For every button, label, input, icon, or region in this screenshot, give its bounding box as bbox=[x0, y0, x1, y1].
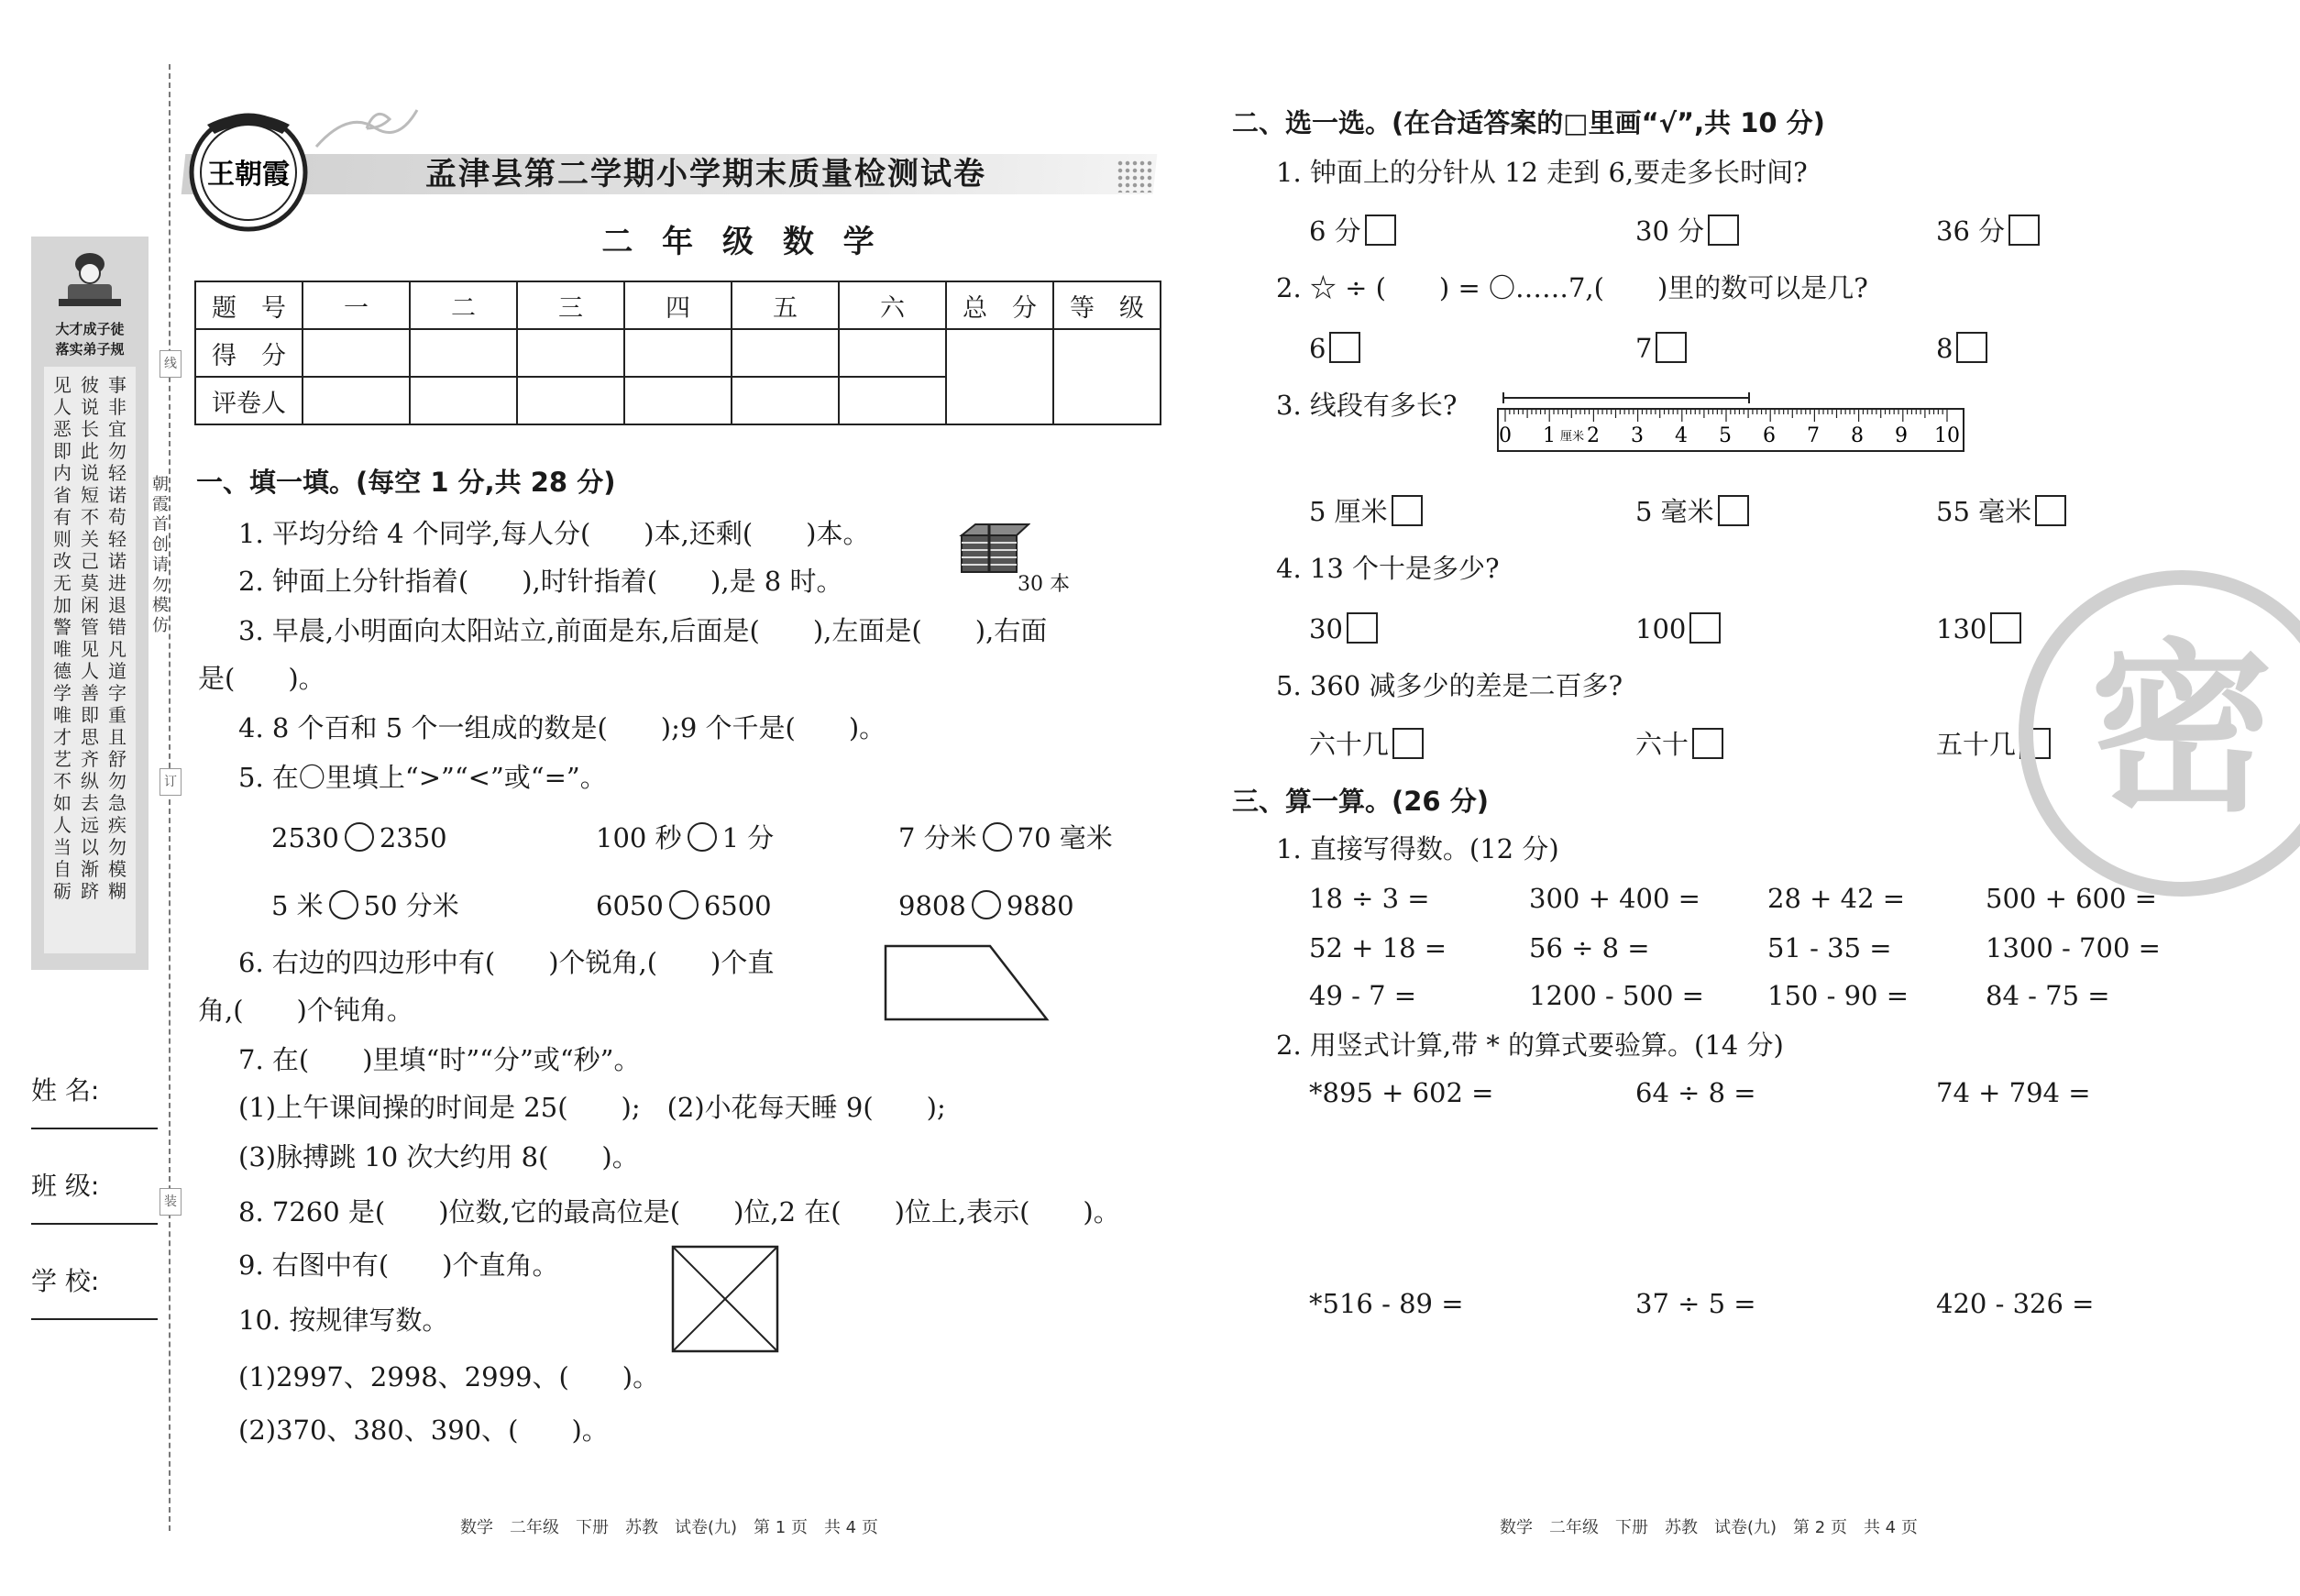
copyright-note: 朝霞首创请勿模仿 bbox=[152, 475, 169, 635]
choice-option[interactable]: 7 bbox=[1635, 332, 1687, 365]
mental-math-item: 52 + 18 = bbox=[1309, 932, 1447, 963]
section2-title: 二、选一选。(在合适答案的□里画“√”,共 10 分) bbox=[1232, 107, 1825, 138]
compare-circle[interactable] bbox=[329, 890, 358, 919]
confidential-stamp-text: 密 bbox=[2089, 623, 2274, 837]
choice-question-1: 1. 钟面上的分针从 12 走到 6,要走多长时间? bbox=[1276, 157, 1808, 188]
ruler-label: 9 bbox=[1895, 424, 1908, 447]
section1-title: 一、填一填。(每空 1 分,共 28 分) bbox=[196, 467, 616, 498]
choice-option[interactable]: 六十几 bbox=[1309, 728, 1424, 761]
checkbox[interactable] bbox=[1365, 215, 1396, 246]
exam-subtitle: 二 年 级 数 学 bbox=[601, 224, 884, 260]
compare-circle[interactable] bbox=[345, 822, 374, 852]
ruler-label: 4 bbox=[1675, 424, 1688, 447]
checkbox[interactable] bbox=[1708, 215, 1739, 246]
score-cell[interactable] bbox=[410, 329, 517, 377]
score-header: 一 bbox=[303, 281, 410, 329]
score-header: 等 级 bbox=[1053, 281, 1161, 329]
motto-column-3: 事非宜勿轻诺苟轻诺进退错凡道字重且舒勿急疾勿模糊 bbox=[108, 374, 127, 902]
choice-question-4: 4. 13 个十是多少? bbox=[1276, 553, 1500, 584]
section3-part1-label: 1. 直接写得数。(12 分) bbox=[1276, 833, 1559, 864]
school-field[interactable] bbox=[31, 1261, 169, 1298]
ruler-label: 3 bbox=[1631, 424, 1644, 447]
score-row-label: 得 分 bbox=[195, 329, 303, 377]
choice-option[interactable]: 6 bbox=[1309, 332, 1360, 365]
ruler-label: 5 bbox=[1719, 424, 1732, 447]
compare-item: 2530 2350 bbox=[271, 822, 447, 853]
school-label: 学 校: bbox=[31, 1266, 100, 1296]
ruler-label: 0 bbox=[1499, 424, 1512, 447]
class-field[interactable] bbox=[31, 1166, 169, 1203]
choice-option[interactable]: 5 厘米 bbox=[1309, 495, 1423, 528]
section3-part2-label: 2. 用竖式计算,带 * 的算式要验算。(14 分) bbox=[1276, 1029, 1784, 1061]
page-footer-right: 数学 二年级 下册 苏教 试卷(九) 第 2 页 共 4 页 bbox=[1500, 1518, 1918, 1537]
mental-math-item: 28 + 42 = bbox=[1767, 883, 1906, 914]
ribbon-decoration bbox=[312, 101, 422, 156]
binding-mark-line: 线 bbox=[160, 350, 182, 378]
name-label: 姓 名: bbox=[31, 1075, 100, 1106]
question-1-10-part1: (1)2997、2998、2999、( )。 bbox=[238, 1361, 660, 1392]
grader-cell[interactable] bbox=[517, 377, 624, 424]
question-1-6: 6. 右边的四边形中有( )个锐角,( )个直 bbox=[238, 947, 775, 978]
checkbox[interactable] bbox=[1392, 495, 1423, 526]
checkbox[interactable] bbox=[1692, 728, 1723, 759]
motto-column-1: 见人恶即内省有则改无加警唯德学唯才艺不如人当自砺 bbox=[53, 374, 72, 902]
choice-question-2: 2. ☆ ÷ ( ) = 〇……7,( )里的数可以是几? bbox=[1276, 272, 1868, 303]
binding-mark-order: 订 bbox=[160, 768, 182, 796]
question-1-7-part3: (3)脉搏跳 10 次大约用 8( )。 bbox=[238, 1141, 639, 1172]
question-1-4: 4. 8 个百和 5 个一组成的数是( );9 个千是( )。 bbox=[238, 712, 886, 743]
motto-heading-2: 落实弟子规 bbox=[55, 341, 125, 358]
question-1-8: 8. 7260 是( )位数,它的最高位是( )位,2 在( )位上,表示( )。 bbox=[238, 1196, 1120, 1227]
class-label: 班 级: bbox=[31, 1171, 100, 1201]
choice-option[interactable]: 36 分 bbox=[1936, 215, 2040, 248]
choice-question-3: 3. 线段有多长? bbox=[1276, 390, 1458, 421]
question-1-3: 3. 早晨,小明面向太阳站立,前面是东,后面是( ),左面是( ),右面 bbox=[238, 615, 1048, 646]
question-1-3-cont: 是( )。 bbox=[198, 663, 325, 694]
ruler-label: 6 bbox=[1763, 424, 1776, 447]
grader-cell[interactable] bbox=[410, 377, 517, 424]
question-1-10-part2: (2)370、380、390、( )。 bbox=[238, 1414, 609, 1446]
vertical-calc-item: 420 - 326 = bbox=[1936, 1288, 2095, 1319]
vertical-calc-item: 37 ÷ 5 = bbox=[1635, 1288, 1756, 1319]
confidential-stamp bbox=[2017, 568, 2300, 898]
score-cell[interactable] bbox=[624, 329, 732, 377]
mental-math-item: 500 + 600 = bbox=[1986, 883, 2157, 914]
ruler-label: 8 bbox=[1851, 424, 1864, 447]
score-table bbox=[194, 281, 1161, 425]
ruler-label: 1 bbox=[1543, 424, 1556, 447]
scholar-illustration bbox=[51, 248, 128, 312]
mental-math-item: 1200 - 500 = bbox=[1529, 980, 1704, 1011]
choice-option[interactable]: 6 分 bbox=[1309, 215, 1396, 248]
choice-option[interactable]: 30 分 bbox=[1635, 215, 1739, 248]
compare-item: 9808 9880 bbox=[898, 890, 1074, 921]
choice-option[interactable]: 100 bbox=[1635, 612, 1721, 645]
score-header: 二 bbox=[410, 281, 517, 329]
motto-column-2: 彼说长此说短不关己莫闲管见人善即思齐纵去远以渐跻 bbox=[81, 374, 99, 902]
total-score-cell[interactable] bbox=[946, 329, 1053, 424]
score-cell[interactable] bbox=[732, 329, 839, 377]
question-1-5: 5. 在〇里填上“>”“<”或“=”。 bbox=[238, 762, 607, 793]
book-stack-label: 30 本 bbox=[1018, 573, 1070, 596]
choice-option[interactable]: 30 bbox=[1309, 612, 1378, 645]
motto-panel bbox=[31, 237, 149, 970]
choice-option[interactable]: 五十几 bbox=[1936, 728, 2051, 761]
compare-item: 6050 6500 bbox=[596, 890, 772, 921]
score-cell[interactable] bbox=[839, 329, 946, 377]
compare-circle[interactable] bbox=[983, 822, 1012, 852]
compare-item: 7 分米 70 毫米 bbox=[898, 822, 1113, 853]
question-1-1: 1. 平均分给 4 个同学,每人分( )本,还剩( )本。 bbox=[238, 518, 870, 549]
checkbox[interactable] bbox=[1329, 332, 1360, 363]
question-1-2: 2. 钟面上分针指着( ),时针指着( ),是 8 时。 bbox=[238, 566, 843, 597]
checkbox[interactable] bbox=[1656, 332, 1687, 363]
vertical-calc-item: *895 + 602 = bbox=[1309, 1077, 1494, 1108]
ruler-figure bbox=[1496, 389, 1965, 455]
score-header: 五 bbox=[732, 281, 839, 329]
grader-cell[interactable] bbox=[839, 377, 946, 424]
score-header: 三 bbox=[517, 281, 624, 329]
checkbox[interactable] bbox=[1347, 612, 1378, 644]
checkbox[interactable] bbox=[2008, 215, 2040, 246]
binding-line bbox=[169, 64, 171, 1531]
checkbox[interactable] bbox=[1956, 332, 1987, 363]
choice-option[interactable]: 5 毫米 bbox=[1635, 495, 1749, 528]
compare-item: 100 秒 1 分 bbox=[596, 822, 775, 853]
compare-circle[interactable] bbox=[669, 890, 699, 919]
grade-cell[interactable] bbox=[1053, 329, 1161, 424]
score-header: 六 bbox=[839, 281, 946, 329]
score-header: 题 号 bbox=[195, 281, 303, 329]
compare-circle[interactable] bbox=[688, 822, 717, 852]
score-cell[interactable] bbox=[517, 329, 624, 377]
ruler-unit-label: 厘米 bbox=[1559, 430, 1585, 444]
mental-math-item: 18 ÷ 3 = bbox=[1309, 883, 1430, 914]
ruler-label: 2 bbox=[1587, 424, 1600, 447]
vertical-calc-item: *516 - 89 = bbox=[1309, 1288, 1464, 1319]
mental-math-item: 150 - 90 = bbox=[1767, 980, 1909, 1011]
checkbox[interactable] bbox=[1718, 495, 1749, 526]
mental-math-item: 56 ÷ 8 = bbox=[1529, 932, 1650, 963]
choice-option[interactable]: 55 毫米 bbox=[1936, 495, 2066, 528]
score-row-label: 评卷人 bbox=[195, 377, 303, 424]
page-footer-left: 数学 二年级 下册 苏教 试卷(九) 第 1 页 共 4 页 bbox=[460, 1518, 878, 1537]
square-diagonals-figure bbox=[669, 1243, 783, 1357]
question-1-7-parts: (1)上午课间操的时间是 25( ); (2)小花每天睡 9( ); bbox=[238, 1092, 946, 1123]
score-header: 总 分 bbox=[946, 281, 1053, 329]
choice-option[interactable]: 六十 bbox=[1635, 728, 1723, 761]
question-1-6-cont: 角,( )个钝角。 bbox=[198, 995, 413, 1026]
grader-cell[interactable] bbox=[303, 377, 410, 424]
motto-heading-1: 大才成子徒 bbox=[55, 321, 125, 337]
vertical-calc-item: 64 ÷ 8 = bbox=[1635, 1077, 1756, 1108]
vertical-calc-item: 74 + 794 = bbox=[1936, 1077, 2091, 1108]
section3-title: 三、算一算。(26 分) bbox=[1232, 786, 1489, 817]
binding-mark-bind: 装 bbox=[160, 1188, 182, 1216]
choice-question-5: 5. 360 减多少的差是二百多? bbox=[1276, 670, 1623, 701]
choice-option[interactable]: 130 bbox=[1936, 612, 2021, 645]
score-cell[interactable] bbox=[303, 329, 410, 377]
mental-math-item: 84 - 75 = bbox=[1986, 980, 2110, 1011]
mental-math-item: 1300 - 700 = bbox=[1986, 932, 2161, 963]
grader-cell[interactable] bbox=[732, 377, 839, 424]
ruler-label: 10 bbox=[1934, 424, 1960, 447]
mental-math-item: 49 - 7 = bbox=[1309, 980, 1417, 1011]
banner-dots bbox=[1117, 160, 1153, 193]
checkbox[interactable] bbox=[1392, 728, 1424, 759]
grader-cell[interactable] bbox=[624, 377, 732, 424]
compare-item: 5 米 50 分米 bbox=[271, 890, 459, 921]
question-1-9: 9. 右图中有( )个直角。 bbox=[238, 1249, 559, 1281]
question-1-10: 10. 按规律写数。 bbox=[238, 1304, 449, 1336]
mental-math-item: 300 + 400 = bbox=[1529, 883, 1700, 914]
checkbox[interactable] bbox=[1689, 612, 1721, 644]
ruler-label: 7 bbox=[1807, 424, 1820, 447]
compare-circle[interactable] bbox=[972, 890, 1001, 919]
question-1-7: 7. 在( )里填“时”“分”或“秒”。 bbox=[238, 1044, 641, 1075]
name-field[interactable] bbox=[31, 1071, 169, 1107]
choice-option[interactable]: 8 bbox=[1936, 332, 1987, 365]
trapezoid-figure bbox=[880, 942, 1054, 1025]
exam-title: 孟津县第二学期小学期末质量检测试卷 bbox=[425, 156, 986, 193]
mental-math-item: 51 - 35 = bbox=[1767, 932, 1892, 963]
brand-name: 王朝霞 bbox=[207, 159, 290, 191]
score-header: 四 bbox=[624, 281, 732, 329]
checkbox[interactable] bbox=[2035, 495, 2066, 526]
